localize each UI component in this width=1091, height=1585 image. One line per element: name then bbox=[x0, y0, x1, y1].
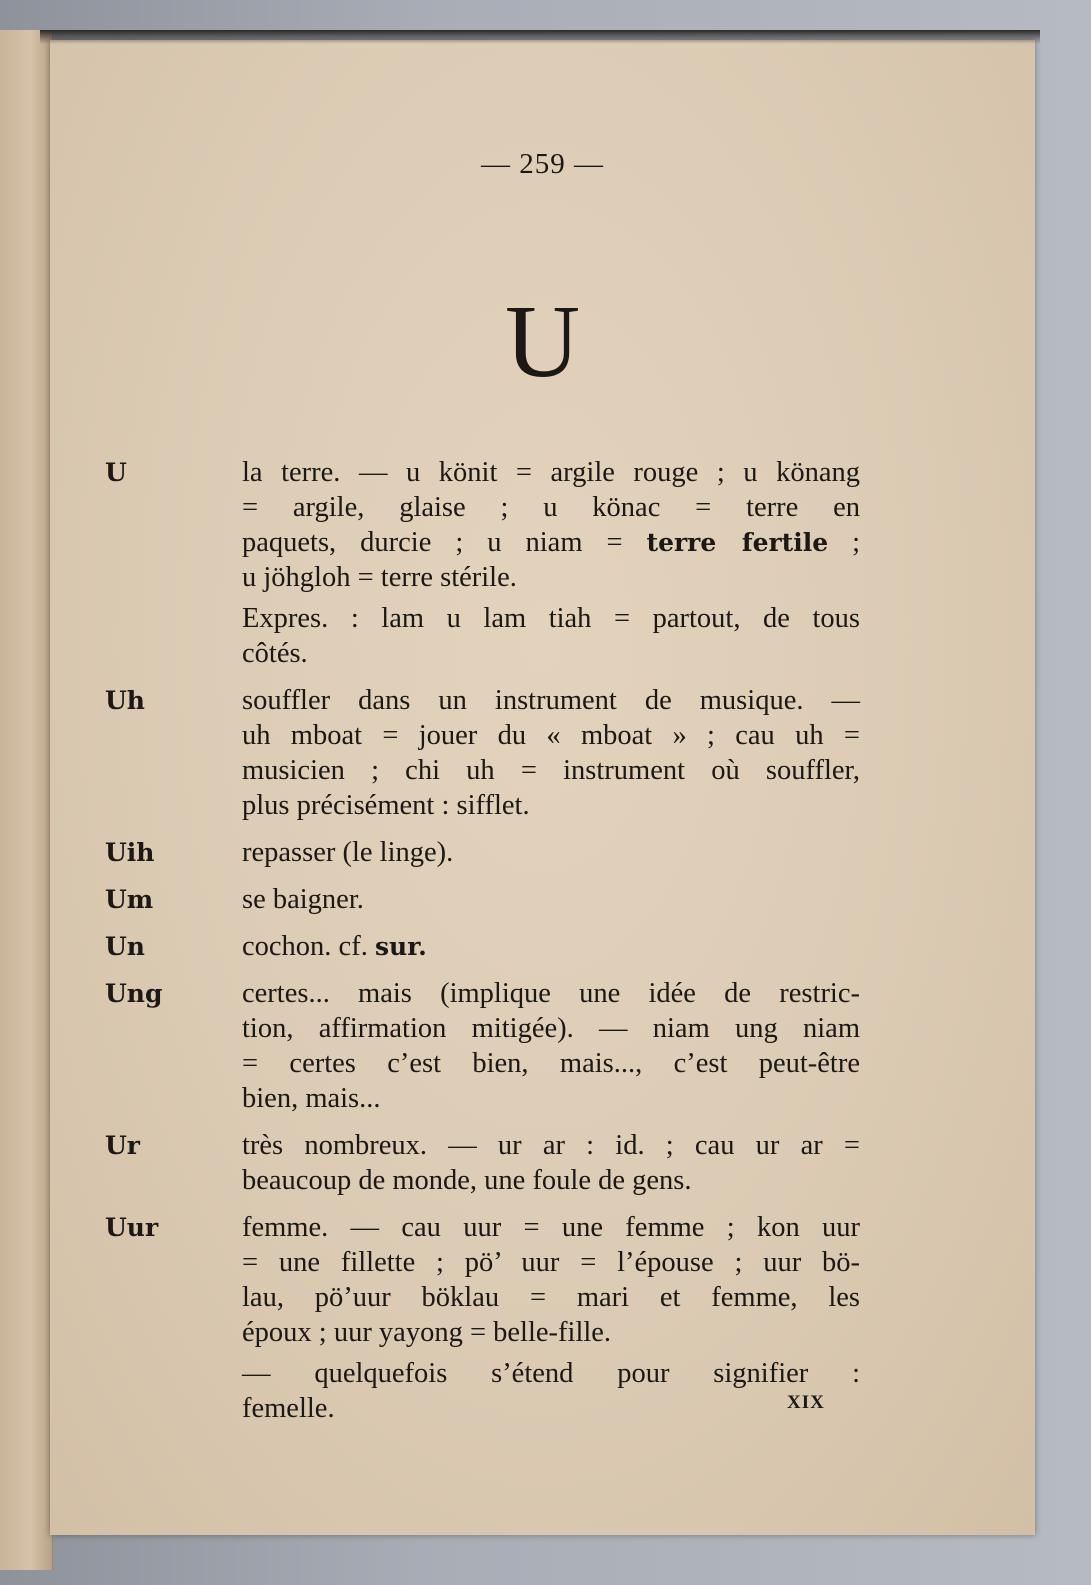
text-segment: = certes c’est bien, mais..., c’est peut-être bbox=[242, 1048, 860, 1079]
text-line bbox=[242, 1356, 860, 1391]
dictionary-entry bbox=[105, 835, 917, 870]
text-segment: = une fillette ; pö’ uur = l’épouse ; uur bö- bbox=[242, 1247, 860, 1278]
text-line bbox=[242, 1046, 860, 1081]
text-segment: repasser (le linge). bbox=[242, 837, 454, 868]
text-segment: certes... mais (implique une idée de restric- bbox=[242, 978, 860, 1009]
text-segment: musicien ; chi uh = instrument où souffler, bbox=[242, 755, 860, 786]
text-line bbox=[242, 560, 860, 595]
text-line bbox=[242, 718, 860, 753]
text-line bbox=[242, 455, 860, 490]
text-line bbox=[242, 929, 860, 964]
definition bbox=[242, 976, 860, 1116]
text-segment: époux ; uur yayong = belle-fille. bbox=[242, 1317, 612, 1348]
text-segment: plus précisément : sifflet. bbox=[242, 790, 530, 821]
dictionary-entry bbox=[105, 976, 917, 1116]
definition bbox=[242, 1210, 860, 1426]
definition bbox=[242, 929, 860, 964]
top-shadow bbox=[40, 30, 1040, 44]
text-line bbox=[242, 1128, 860, 1163]
text-line bbox=[242, 601, 860, 636]
text-line bbox=[242, 1210, 860, 1245]
definition bbox=[242, 455, 860, 671]
text-segment: lau, pö’uur böklau = mari et femme, les bbox=[242, 1282, 860, 1313]
headword: Uih bbox=[105, 838, 155, 867]
definition-paragraph bbox=[242, 882, 860, 917]
headword: Uur bbox=[105, 1213, 159, 1242]
section-letter: U bbox=[504, 284, 581, 399]
text-line bbox=[242, 1011, 860, 1046]
headword: Ung bbox=[105, 979, 163, 1008]
definition-paragraph bbox=[242, 929, 860, 964]
text-segment: bien, mais... bbox=[242, 1083, 381, 1114]
definition bbox=[242, 882, 860, 917]
text-line bbox=[242, 490, 860, 525]
definition bbox=[242, 1128, 860, 1198]
text-line bbox=[242, 882, 860, 917]
bold-text: terre fertile bbox=[646, 528, 829, 557]
dictionary-entry bbox=[105, 1128, 917, 1198]
dictionary-entry bbox=[105, 882, 917, 917]
text-line bbox=[242, 1315, 860, 1350]
text-segment: Expres. : lam u lam tiah = partout, de tous bbox=[242, 603, 860, 634]
headword: Un bbox=[105, 932, 145, 961]
text-segment: tion, affirmation mitigée). — niam ung niam bbox=[242, 1013, 860, 1044]
definition-paragraph bbox=[242, 683, 860, 823]
text-segment: cochon. cf. bbox=[242, 931, 375, 962]
headword: Um bbox=[105, 885, 154, 914]
dictionary-entry bbox=[105, 455, 917, 671]
text-line bbox=[242, 753, 860, 788]
signature-mark: XIX bbox=[787, 1392, 825, 1413]
definition bbox=[242, 835, 860, 870]
text-segment: femelle. bbox=[242, 1393, 335, 1424]
text-line bbox=[242, 835, 860, 870]
definition-paragraph bbox=[242, 1128, 860, 1198]
headword: Ur bbox=[105, 1131, 140, 1160]
dictionary-entry bbox=[105, 929, 917, 964]
text-segment: uh mboat = jouer du « mboat » ; cau uh = bbox=[242, 720, 860, 751]
definition bbox=[242, 683, 860, 823]
text-line bbox=[242, 1081, 860, 1116]
text-segment: beaucoup de monde, une foule de gens. bbox=[242, 1165, 692, 1196]
text-segment: souffler dans un instrument de musique. — bbox=[242, 685, 860, 716]
book-page bbox=[50, 40, 1035, 1535]
definition-paragraph bbox=[242, 976, 860, 1116]
definition-paragraph bbox=[242, 455, 860, 595]
page-number: — 259 — bbox=[481, 148, 604, 180]
text-line bbox=[242, 1163, 860, 1198]
text-line bbox=[242, 788, 860, 823]
text-segment: femme. — cau uur = une femme ; kon uur bbox=[242, 1212, 860, 1243]
text-line bbox=[242, 636, 860, 671]
text-segment: ; bbox=[828, 527, 860, 558]
definition-paragraph bbox=[242, 835, 860, 870]
text-segment: se baigner. bbox=[242, 884, 364, 915]
text-line bbox=[242, 525, 860, 560]
text-segment: paquets, durcie ; u niam = bbox=[242, 527, 647, 558]
definition-paragraph bbox=[242, 1210, 860, 1350]
text-segment: la terre. — u könit = argile rouge ; u könang bbox=[242, 457, 860, 488]
text-segment: — quelquefois s’étend pour signifier : bbox=[242, 1358, 860, 1389]
text-line bbox=[242, 976, 860, 1011]
text-line bbox=[242, 683, 860, 718]
text-segment: côtés. bbox=[242, 638, 308, 669]
text-segment: très nombreux. — ur ar : id. ; cau ur ar = bbox=[242, 1130, 860, 1161]
headword: Uh bbox=[105, 686, 145, 715]
dictionary-entry bbox=[105, 683, 917, 823]
text-segment: = argile, glaise ; u könac = terre en bbox=[242, 492, 860, 523]
definition-paragraph bbox=[242, 1356, 860, 1426]
text-line bbox=[242, 1280, 860, 1315]
headword: U bbox=[105, 458, 127, 487]
text-segment: u jöhgloh = terre stérile. bbox=[242, 562, 517, 593]
bold-text: sur. bbox=[374, 932, 427, 961]
text-line bbox=[242, 1245, 860, 1280]
definition-paragraph bbox=[242, 601, 860, 671]
dictionary-entries bbox=[105, 455, 917, 1438]
text-line bbox=[242, 1391, 860, 1426]
left-page-edge bbox=[0, 30, 53, 1570]
